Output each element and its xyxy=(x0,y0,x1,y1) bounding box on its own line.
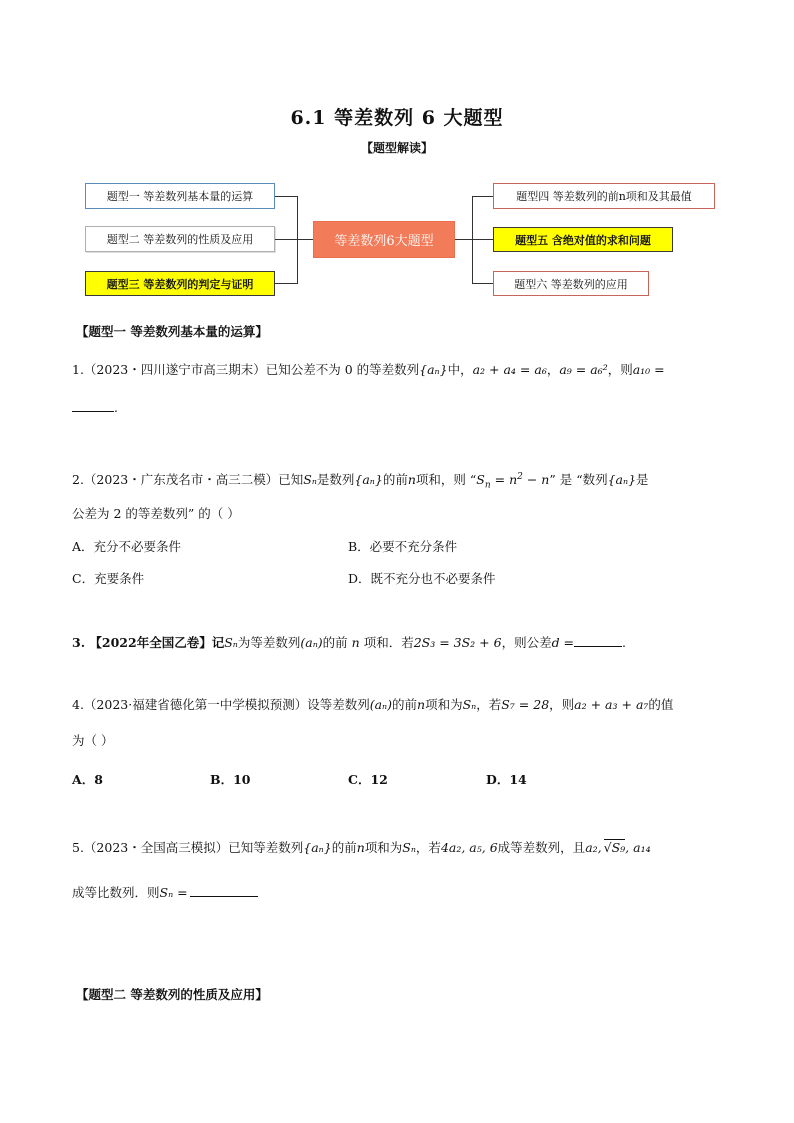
q1-text: 1.（2023・四川遂宁市高三期末）已知公差不为 0 的等差数列 xyxy=(72,362,420,377)
connector xyxy=(275,196,297,197)
q3-n: n xyxy=(351,635,360,650)
q1-answer-line xyxy=(72,398,118,418)
q3-text-b: 为等差数列 xyxy=(237,635,301,650)
q5-sn-eq: Sₙ = xyxy=(159,885,188,900)
page-subtitle: 【题型解读】 xyxy=(360,141,433,155)
answer-blank[interactable] xyxy=(190,896,258,897)
q4-eq2: a₂ + a₃ + a₇ xyxy=(574,697,649,712)
q1-seq: {aₙ} xyxy=(419,362,448,377)
connector xyxy=(472,196,493,197)
q5-seq: {aₙ} xyxy=(303,840,332,855)
q2-sn: Sₙ xyxy=(303,472,317,488)
q2-text-c: 的前 xyxy=(382,472,408,488)
connector xyxy=(455,239,493,240)
mindmap-node-left-1: 题型一 等差数列基本量的运算 xyxy=(85,183,275,209)
q4-option-a[interactable]: A．8 xyxy=(72,772,103,787)
q3-text-f: ，则公差 xyxy=(501,635,552,650)
question-2 xyxy=(72,467,649,496)
q5-text-c: 项和为 xyxy=(364,840,403,855)
q1-ask: ，则 xyxy=(607,362,633,377)
q4-text-e: ，则 xyxy=(549,697,575,712)
q4-text: 4.（2023·福建省德化第一中学模拟预测）设等差数列 xyxy=(72,697,370,712)
q2-n: n xyxy=(407,472,416,488)
q3-text-e: 项和．若 xyxy=(363,635,414,650)
q1-eq2: a₉ = a₆² xyxy=(559,362,608,377)
q4-option-c[interactable]: C．12 xyxy=(348,772,388,787)
q2-seq: {aₙ} xyxy=(354,472,383,488)
q3-d: d = xyxy=(551,635,575,650)
connector xyxy=(275,283,297,284)
q5-text-d: ，若 xyxy=(415,840,441,855)
q1-end: . xyxy=(114,400,118,415)
q2-option-c[interactable]: C．充要条件 xyxy=(72,571,145,586)
connector xyxy=(297,196,298,284)
mindmap-node-left-3: 题型三 等差数列的判定与证明 xyxy=(85,271,275,296)
connector xyxy=(275,239,313,240)
q2-seq-2: {aₙ} xyxy=(607,472,637,488)
q2-eq-n: = n xyxy=(490,472,518,488)
q5-text-b: 的前 xyxy=(331,840,357,855)
q4-eq1: S₇ = 28 xyxy=(501,697,550,712)
q2-text-k: 是 xyxy=(636,472,649,488)
sqrt-radicand: √S₉ xyxy=(603,840,626,855)
page-title: 6.1 等差数列 6 大题型 xyxy=(290,107,504,129)
mindmap-node-right-1: 题型四 等差数列的前n项和及其最值 xyxy=(493,183,715,209)
q4-text-c: 项和为 xyxy=(425,697,463,712)
q2-text-j: ” 是 “数列 xyxy=(549,472,608,488)
answer-blank[interactable] xyxy=(72,411,114,412)
q5-eq2c: , a₁₄ xyxy=(625,840,651,855)
mindmap-node-right-2: 题型五 含绝对值的求和问题 xyxy=(493,227,673,252)
q2-eq-sup: 2 xyxy=(517,472,523,482)
section-heading-2: 【题型二 等差数列的性质及应用】 xyxy=(76,987,268,1002)
q5-sn: Sₙ xyxy=(402,840,416,855)
q2-text-d: 项和，则 “ xyxy=(415,472,477,488)
q2-line2: 公差为 2 的等差数列” 的（ ） xyxy=(72,506,240,521)
q4-sn: Sₙ xyxy=(462,697,477,712)
q5-line2 xyxy=(72,883,258,903)
connector xyxy=(472,196,473,284)
question-5 xyxy=(72,838,651,858)
question-3 xyxy=(72,633,626,653)
section-heading-1: 【题型一 等差数列基本量的运算】 xyxy=(76,324,268,339)
q4-n: n xyxy=(417,697,426,712)
q4-text-f: 的值 xyxy=(648,697,674,712)
q4-text-b: 的前 xyxy=(392,697,418,712)
q5-eq2a: a₂, xyxy=(585,840,602,855)
q1-target: a₁₀ = xyxy=(632,362,665,377)
q5-eq2b: S₉ xyxy=(611,840,626,855)
mindmap-center-node: 等差数列6大题型 xyxy=(313,221,455,258)
q2-eq-sub: n xyxy=(484,480,491,491)
connector xyxy=(472,283,493,284)
q2-eq-s: S xyxy=(476,472,485,488)
q2-text: 2.（2023・广东茂名市・高三二模）已知 xyxy=(72,472,304,488)
q5-text-e: 成等差数列，且 xyxy=(497,840,586,855)
q4-line2: 为（ ） xyxy=(72,733,114,748)
q3-sn: Sₙ xyxy=(224,635,238,650)
q2-text-b: 是数列 xyxy=(316,472,355,488)
mindmap-node-left-2: 题型二 等差数列的性质及应用 xyxy=(85,226,275,252)
q4-text-d: ，若 xyxy=(476,697,502,712)
q1-mid: 中， xyxy=(447,362,473,377)
question-4 xyxy=(72,695,673,715)
q2-option-a[interactable]: A．充分不必要条件 xyxy=(72,539,182,554)
q4-seq: (aₙ) xyxy=(369,697,392,712)
q2-option-d[interactable]: D．既不充分也不必要条件 xyxy=(348,571,496,586)
q2-option-b[interactable]: B．必要不充分条件 xyxy=(348,539,458,554)
q3-end: . xyxy=(622,635,627,650)
q5-line2-text: 成等比数列．则 xyxy=(72,885,160,900)
q3-text: 3. 【2022年全国乙卷】记 xyxy=(72,635,225,650)
answer-blank[interactable] xyxy=(574,646,622,647)
q4-option-d[interactable]: D．14 xyxy=(486,772,527,787)
q2-eq-minus: − n xyxy=(522,472,550,488)
q3-eq: 2S₃ = 3S₂ + 6 xyxy=(413,635,502,650)
q3-seq: (aₙ) xyxy=(300,635,323,650)
q1-eq1: a₂ + a₄ = a₆ xyxy=(472,362,547,377)
q3-text-c: 的前 xyxy=(322,635,348,650)
mindmap-node-right-3: 题型六 等差数列的应用 xyxy=(493,271,649,296)
q5-text: 5.（2023・全国高三模拟）已知等差数列 xyxy=(72,840,304,855)
q4-option-b[interactable]: B．10 xyxy=(210,772,251,787)
q5-n: n xyxy=(356,840,365,855)
question-1: 1.（2023・四川遂宁市高三期末）已知公差不为 0 的等差数列{aₙ}中，a₂ + a₄ = a₆，a₉ = a₆²，则a₁₀ = xyxy=(72,362,665,377)
q5-eq1: 4a₂, a₅, 6 xyxy=(440,840,498,855)
